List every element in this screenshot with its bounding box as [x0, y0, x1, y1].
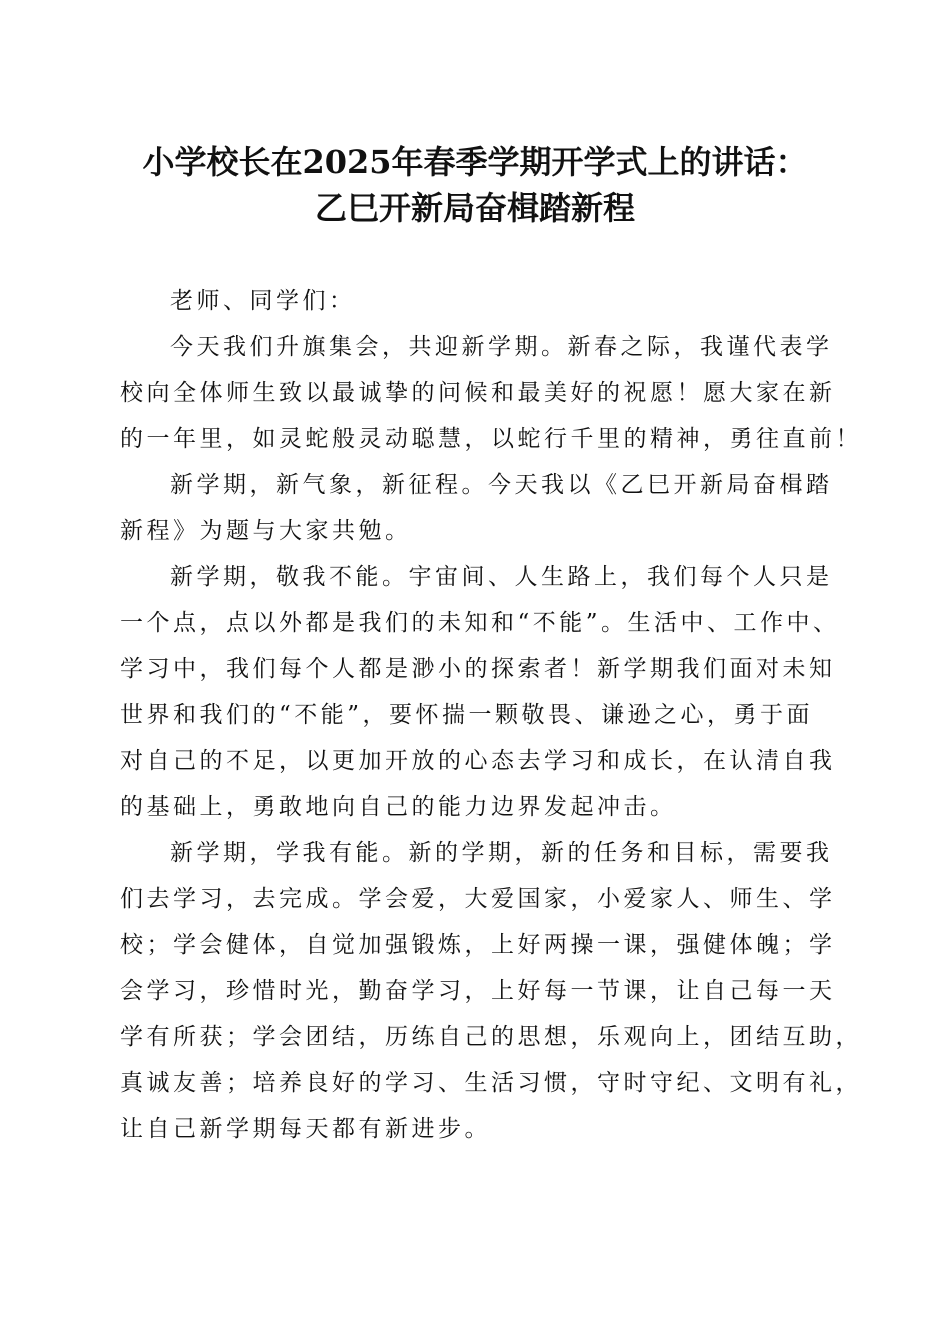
paragraph-4-line: 让自己新学期每天都有新进步。 — [120, 1116, 491, 1142]
paragraph-4-line: 学有所获；学会团结，历练自己的思想，乐观向上，团结互助， — [120, 1024, 862, 1050]
paragraph-3-line: 一个点，点以外都是我们的未知和“不能”。生活中、工作中、 — [120, 610, 840, 636]
document-title-line-1: 小学校长在2025年春季学期开学式上的讲话： — [142, 143, 808, 181]
paragraph-4-line: 真诚友善；培养良好的学习、生活习惯，守时守纪、文明有礼， — [120, 1070, 862, 1096]
paragraph-3-line: 新学期，敬我不能。宇宙间、人生路上，我们每个人只是 — [170, 564, 833, 590]
salutation: 老师、同学们： — [170, 288, 356, 314]
paragraph-3-line: 的基础上，勇敢地向自己的能力边界发起冲击。 — [120, 794, 677, 820]
paragraph-1-line: 的一年里，如灵蛇般灵动聪慧，以蛇行千里的精神，勇往直前！ — [120, 426, 862, 452]
document-body — [120, 278, 862, 1152]
paragraph-4-line: 会学习，珍惜时光，勤奋学习，上好每一节课，让自己每一天 — [120, 978, 836, 1004]
paragraph-1-line: 校向全体师生致以最诚挚的问候和最美好的祝愿！愿大家在新 — [120, 380, 836, 406]
paragraph-1-line: 今天我们升旗集会，共迎新学期。新春之际，我谨代表学 — [170, 334, 833, 360]
paragraph-2-line: 新学期，新气象，新征程。今天我以《乙巳开新局奋楫踏 — [170, 472, 833, 498]
paragraph-4-line: 校；学会健体，自觉加强锻炼，上好两操一课，强健体魄；学 — [120, 932, 836, 958]
paragraph-3-line: 学习中，我们每个人都是渺小的探索者！新学期我们面对未知 — [120, 656, 836, 682]
paragraph-3-line: 世界和我们的“不能”，要怀揣一颗敬畏、谦逊之心，勇于面 — [120, 702, 814, 728]
paragraph-4-line: 们去学习，去完成。学会爱，大爱国家，小爱家人、师生、学 — [120, 886, 836, 912]
paragraph-3-line: 对自己的不足，以更加开放的心态去学习和成长，在认清自我 — [120, 748, 836, 774]
document-title-line-2: 乙巳开新局奋楫踏新程 — [314, 189, 635, 227]
paragraph-2-line: 新程》为题与大家共勉。 — [120, 518, 412, 544]
paragraph-4-line: 新学期，学我有能。新的学期，新的任务和目标，需要我 — [170, 840, 833, 866]
